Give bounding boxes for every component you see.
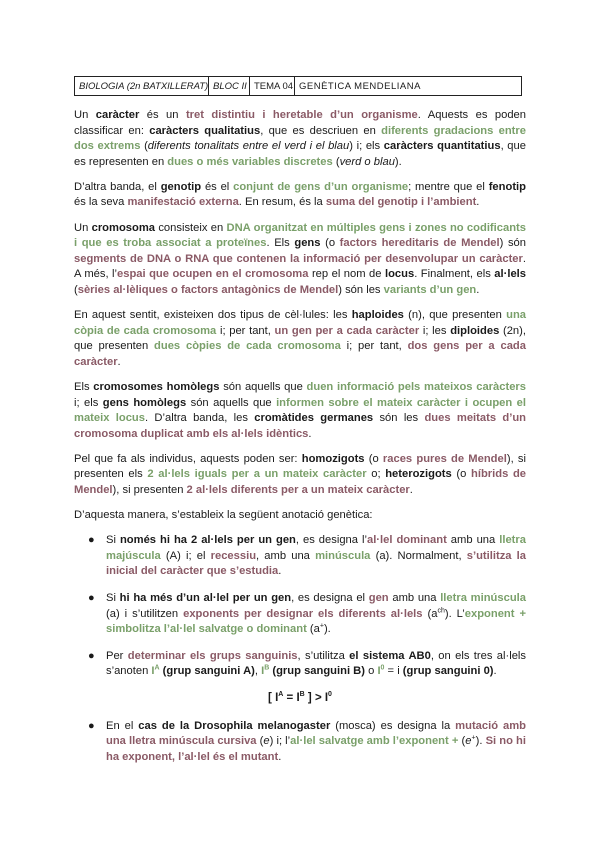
header-topic: TEMA 04 [250,77,295,95]
list-item: ● Si només hi ha 2 al·lels per un gen, es designa l’al·lel dominant amb una lletra majúscula (A) i; el recessiu, amb una minúscula (a). Normalment, s’utilitza la inicial del caràcter que s’estudia. [88,534,527,578]
header-block: BLOC II [209,77,250,95]
document-body [74,108,526,776]
bullet-icon: ● [88,534,95,547]
bullet-icon: ● [88,719,95,732]
header-title: GENÈTICA MENDELIANA [299,81,421,92]
paragraph-caracter: Un caràcter és un tret distintiu i heretable d’un organisme. Aquests es poden classificar en: caràcters qualitatius, que es descriuen en diferents gradacions entre dos extrems (diferents tonalitats entre el verd i el blau) i; els caràcters quantitatius, que es representen en dues o més variables discretes (verd o blau). [74,109,526,168]
paragraph-individus: Pel que fa als individus, aquests poden ser: homozigots (o races pures de Mendel), si presenten els 2 al·lels iguals per a un mateix caràcter o; heterozigots (o híbrids de Mendel), si presenten 2 al·lels diferents per a un mateix caràcter. [74,452,527,496]
header-table [74,76,522,96]
paragraph-genotip: D’altra banda, el genotip és el conjunt de gens d’un organisme; mentre que el fenotip és la seva manifestació externa. En resum, és la suma del genotip i l’ambient. [74,180,526,209]
paragraph-cellules: En aquest sentit, existeixen dos tipus de cèl·lules: les haploides (n), que presenten una còpia de cada cromosoma i; per tant, un gen per a cada caràcter i; les diploides (2n), que presenten dues còpies de cada cromosoma i; per tant, dos gens per a cada caràcter. [74,309,527,368]
paragraph-homolegs: Els cromosomes homòlegs són aquells que duen informació pels mateixos caràcters i; els gens homòlegs són aquells que informen sobre el mateix caràcter i ocupen el mateix locus. D’altra banda, les cromàtides germanes són les dues meitats d’un cromosoma duplicat amb els al·lels idèntics. [74,380,526,440]
blood-group-formula: [ $I^A = I^B$ ] > $I^0$ [268,691,332,704]
notation-list-continued [74,719,526,766]
paragraph-cromosoma: Un cromosoma consisteix en DNA organitzat en múltiples gens i zones no codificants i que es troba associat a proteïnes. Els gens (o factors hereditaris de Mendel) són segments de DNA o RNA que contenen la informació per desenvolupar un caràcter. A més, l’espai que ocupen en el cromosoma rep el nom de locus. Finalment, els al·lels (sèries al·lèliques o factors antagònics de Mendel) són les variants d’un gen. [74,221,527,296]
list-item: ● Si hi ha més d’un al·lel per un gen, es designa el gen amb una lletra minúscula (a) i s’utilitzen exponents per designar els diferents al·lels $(a^{ch})$. L’exponent + simbolitza l’al·lel salvatge o dominant (a+). [88,591,526,636]
bullet-icon: ● [88,591,95,604]
paragraph-anotacio: D’aquesta manera, s’estableix la següent anotació genètica: [74,509,373,522]
bullet-icon: ● [88,649,95,662]
list-item: ● Per determinar els grups sanguinis, s’utilitza el sistema AB0, on els tres al·lels s’anoten $I^A$ (grup sanguini A), $I^B$ (grup sanguini B) o $I^0 = i$ (grup sanguini 0). [88,649,526,678]
list-item: ● En el cas de la Drosophila melanogaster (mosca) es designa la mutació amb una lletra minúscula cursiva (e) i; l’al·lel salvatge amb l’exponent + (e+). Si no hi ha exponent, l’al·lel és el mutant. [88,719,526,763]
notation-list [74,533,526,680]
header-subject: BIOLOGIA (2n BATXILLERAT) [75,77,209,95]
